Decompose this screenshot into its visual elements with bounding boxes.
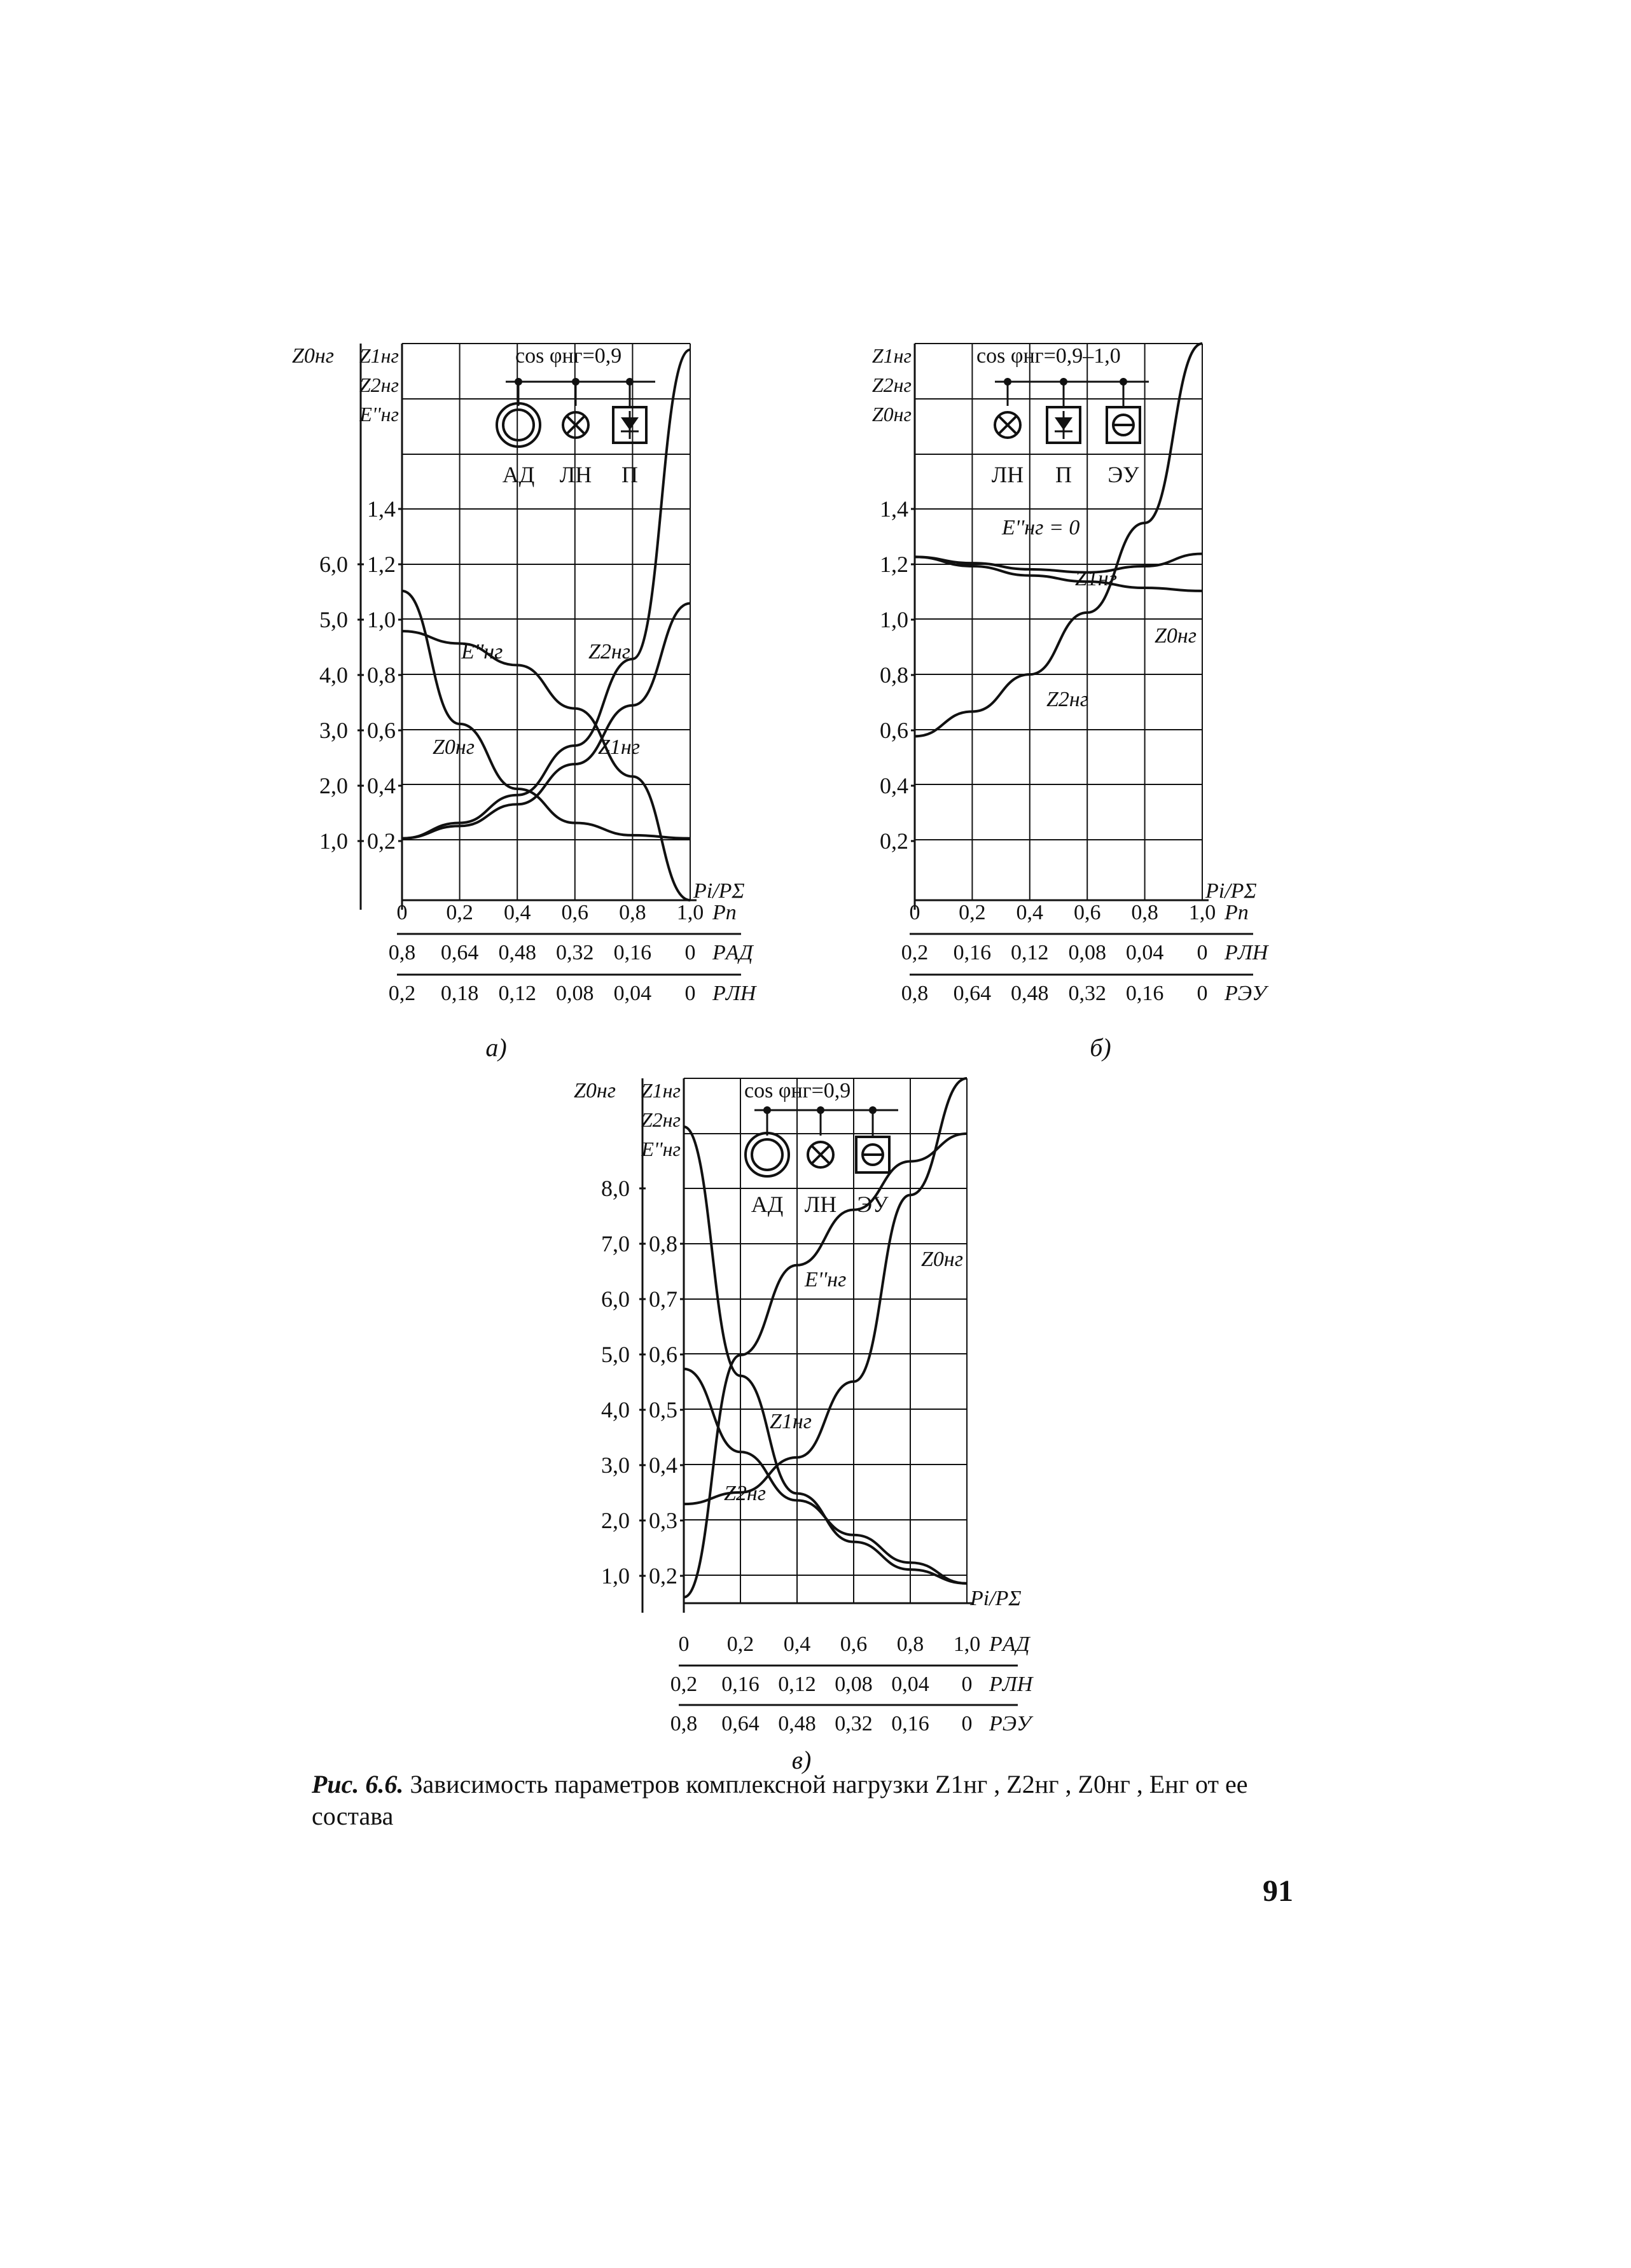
y-tick-label-outer: 7,0 bbox=[601, 1231, 630, 1256]
x-tick-label: 0,2 bbox=[446, 901, 473, 924]
y-tick-label-outer: 6,0 bbox=[319, 552, 348, 577]
y-tick-label-inner: 0,5 bbox=[649, 1397, 677, 1423]
curve-label-z0: Z0нг bbox=[433, 735, 475, 759]
x-tick-label: 0,16 bbox=[953, 941, 992, 964]
x-tick-label: 0,16 bbox=[1125, 982, 1164, 1005]
y-tick-label-inner: 0,2 bbox=[367, 828, 396, 854]
x-tick-label: 0,8 bbox=[901, 982, 929, 1005]
y-tick-label-inner: 0,3 bbox=[649, 1508, 677, 1533]
y-tick-label-outer: 2,0 bbox=[601, 1508, 630, 1533]
x-tick-label: 0 bbox=[678, 1632, 690, 1656]
y-tick-label-inner: 0,6 bbox=[880, 718, 908, 743]
x-tick-label: 0,8 bbox=[670, 1712, 698, 1736]
axis-label-stack: E''нг bbox=[641, 1137, 681, 1160]
icon-label: П bbox=[1055, 462, 1072, 487]
x-tick-label: 0,2 bbox=[670, 1673, 698, 1696]
x-tick-label: 0 bbox=[684, 941, 696, 964]
y-tick-label-inner: 0,2 bbox=[880, 828, 908, 854]
curve-label-e: E''нг bbox=[461, 640, 503, 664]
caption-prefix: Рис. 6.6. bbox=[312, 1770, 404, 1798]
y-tick-label-inner: 1,4 bbox=[367, 496, 396, 522]
x-tick-label: 0,08 bbox=[1068, 941, 1106, 964]
y-tick-label-outer: 1,0 bbox=[601, 1563, 630, 1589]
y-tick-label-inner: 1,2 bbox=[367, 552, 396, 577]
x-tick-label: 0,8 bbox=[1131, 901, 1158, 924]
x-tick-label: 0,12 bbox=[1011, 941, 1049, 964]
motor-inner-ring bbox=[503, 410, 534, 440]
y-tick-label-outer: 4,0 bbox=[319, 662, 348, 688]
y-tick-label-inner: 0,6 bbox=[367, 718, 396, 743]
x-tick-label: 0,12 bbox=[498, 982, 536, 1005]
y-tick-label-inner: 0,4 bbox=[367, 773, 396, 798]
x-tick-label: 1,0 bbox=[953, 1632, 981, 1656]
axis-label-stack: Z2нг bbox=[871, 373, 912, 396]
bus-node bbox=[515, 378, 522, 386]
x-row-label: PЛН bbox=[1225, 941, 1268, 964]
figure-caption bbox=[312, 1769, 1291, 1832]
cos-phi-label: cos φнг=0,9 bbox=[515, 344, 622, 368]
icon-label: ЭУ bbox=[857, 1192, 889, 1217]
y-tick-label-inner: 1,0 bbox=[367, 607, 396, 632]
x-row-label: PЛН bbox=[989, 1673, 1033, 1696]
bus-node bbox=[763, 1106, 771, 1114]
axis-label-stack: Z1нг bbox=[871, 344, 912, 367]
caption-text: Зависимость параметров комплексной нагрузки Z1нг , Z2нг , Z0нг , Eнг от ее состава bbox=[312, 1770, 1248, 1830]
x-tick-label: 0,64 bbox=[440, 941, 479, 964]
x-tick-label: 0,12 bbox=[778, 1673, 816, 1696]
x-tick-label: 0,8 bbox=[896, 1632, 924, 1656]
x-tick-label: 0,2 bbox=[726, 1632, 754, 1656]
x-tick-label: 0,32 bbox=[1068, 982, 1106, 1005]
y-tick-label-inner: 1,0 bbox=[880, 607, 908, 632]
x-tick-label: 0,2 bbox=[901, 941, 929, 964]
note-e-zero: E''нг = 0 bbox=[1002, 516, 1080, 539]
y-tick-label-outer: 5,0 bbox=[319, 607, 348, 632]
x-tick-label: 0,6 bbox=[561, 901, 589, 924]
icon-label: ЛН bbox=[559, 462, 592, 487]
y-tick-label-inner: 1,2 bbox=[880, 552, 908, 577]
x-tick-label: 0 bbox=[961, 1712, 973, 1736]
x-tick-label: 0,48 bbox=[498, 941, 536, 964]
icon-label: АД bbox=[502, 462, 535, 487]
x-tick-label: 0,6 bbox=[1073, 901, 1101, 924]
curve-label-z1: Z1нг bbox=[598, 735, 641, 759]
x-tick-label: 0,16 bbox=[721, 1673, 760, 1696]
x-tick-label: 0,04 bbox=[613, 982, 652, 1005]
series-line-1 bbox=[402, 631, 690, 900]
ratio-label: Pi/PΣ bbox=[693, 879, 745, 903]
x-tick-label: 0,32 bbox=[556, 941, 594, 964]
x-tick-label: 1,0 bbox=[676, 901, 704, 924]
x-tick-label: 0,6 bbox=[840, 1632, 868, 1656]
x-tick-label: 1,0 bbox=[1188, 901, 1216, 924]
panel-label: а) bbox=[485, 1033, 507, 1062]
bus-node bbox=[626, 378, 634, 386]
series-line-1 bbox=[915, 554, 1202, 573]
x-tick-label: 0,04 bbox=[1125, 941, 1164, 964]
axis-label-stack: Z2нг bbox=[359, 373, 399, 396]
y-tick-label-inner: 0,2 bbox=[649, 1563, 677, 1589]
icon-label: П bbox=[621, 462, 638, 487]
x-tick-label: 0,64 bbox=[721, 1712, 760, 1736]
bus-node bbox=[572, 378, 580, 386]
panel-label: в) bbox=[791, 1746, 812, 1774]
bus-node bbox=[1060, 378, 1067, 386]
x-tick-label: 0,64 bbox=[953, 982, 992, 1005]
series-line-3 bbox=[402, 603, 690, 838]
x-tick-label: 0,4 bbox=[783, 1632, 811, 1656]
cos-phi-label: cos φнг=0,9–1,0 bbox=[976, 344, 1121, 368]
x-row-label: PЭУ bbox=[1225, 982, 1267, 1005]
x-tick-label: 0 bbox=[1197, 941, 1208, 964]
x-row-label: Pп bbox=[1225, 901, 1249, 924]
x-row-label: PЭУ bbox=[989, 1712, 1031, 1736]
curve-label-z0: Z0нг bbox=[921, 1248, 964, 1271]
y-tick-label-inner: 0,4 bbox=[649, 1452, 677, 1478]
ratio-label: Pi/PΣ bbox=[970, 1587, 1022, 1610]
x-tick-label: 0 bbox=[684, 982, 696, 1005]
x-tick-label: 0,16 bbox=[891, 1712, 929, 1736]
curve-label-z1: Z1нг bbox=[770, 1410, 812, 1433]
axis-label-stack: Z1нг bbox=[641, 1079, 681, 1102]
panel-label: б) bbox=[1090, 1033, 1111, 1062]
axis-label-stack: Z0нг bbox=[871, 403, 912, 426]
x-tick-label: 0,08 bbox=[835, 1673, 873, 1696]
y-tick-label-outer: 1,0 bbox=[319, 828, 348, 854]
y-tick-label-inner: 0,4 bbox=[880, 773, 908, 798]
x-row-label: PЛН bbox=[712, 982, 756, 1005]
x-tick-label: 0,8 bbox=[619, 901, 646, 924]
y-tick-label-inner: 0,7 bbox=[649, 1286, 677, 1312]
series-line-4 bbox=[684, 1369, 967, 1583]
curve-label-z0: Z0нг bbox=[1155, 624, 1197, 648]
ratio-label: Pi/PΣ bbox=[1205, 879, 1257, 903]
x-tick-label: 0,16 bbox=[613, 941, 652, 964]
y-tick-label-outer: 5,0 bbox=[601, 1342, 630, 1367]
curve-label-e: E''нг bbox=[805, 1268, 847, 1291]
motor-inner-ring bbox=[752, 1139, 782, 1170]
x-tick-label: 0 bbox=[961, 1673, 973, 1696]
bus-node bbox=[1004, 378, 1011, 386]
x-row-label: PАД bbox=[712, 941, 753, 964]
x-tick-label: 0,04 bbox=[891, 1673, 929, 1696]
y-tick-label-outer: 4,0 bbox=[601, 1397, 630, 1423]
axis-label-stack: Z1нг bbox=[359, 344, 399, 367]
x-tick-label: 0,08 bbox=[556, 982, 594, 1005]
x-tick-label: 0,2 bbox=[959, 901, 986, 924]
y-tick-label-inner: 0,8 bbox=[367, 662, 396, 688]
y-tick-label-inner: 0,8 bbox=[649, 1231, 677, 1256]
icon-label: ЛН bbox=[804, 1192, 837, 1217]
y-tick-label-inner: 0,8 bbox=[880, 662, 908, 688]
y-tick-label-outer: 3,0 bbox=[601, 1452, 630, 1478]
x-tick-label: 0,2 bbox=[388, 982, 416, 1005]
left-axis-label: Z0нг bbox=[291, 344, 335, 368]
icon-label: АД bbox=[751, 1192, 784, 1217]
curve-label-z2: Z2нг bbox=[724, 1482, 767, 1505]
x-tick-label: 0,48 bbox=[1011, 982, 1049, 1005]
icon-label: ЭУ bbox=[1107, 462, 1139, 487]
curve-label-z2: Z2нг bbox=[588, 640, 631, 664]
y-tick-label-outer: 2,0 bbox=[319, 773, 348, 798]
axis-label-stack: Z2нг bbox=[641, 1108, 681, 1131]
x-row-label: PАД bbox=[989, 1632, 1030, 1656]
page-number: 91 bbox=[1263, 1874, 1293, 1908]
x-tick-label: 0 bbox=[396, 901, 408, 924]
y-tick-label-outer: 8,0 bbox=[601, 1176, 630, 1201]
x-row-label: Pп bbox=[712, 901, 737, 924]
curve-label-z2: Z2нг bbox=[1046, 688, 1089, 711]
bus-node bbox=[869, 1106, 877, 1114]
cos-phi-label: cos φнг=0,9 bbox=[744, 1079, 851, 1103]
curve-label-z1: Z1нг bbox=[1075, 567, 1118, 590]
x-tick-label: 0,4 bbox=[1016, 901, 1044, 924]
x-tick-label: 0,4 bbox=[503, 901, 531, 924]
y-tick-label-outer: 6,0 bbox=[601, 1286, 630, 1312]
icon-label: ЛН bbox=[991, 462, 1024, 487]
x-tick-label: 0,18 bbox=[440, 982, 479, 1005]
x-tick-label: 0 bbox=[909, 901, 920, 924]
x-tick-label: 0,48 bbox=[778, 1712, 816, 1736]
y-tick-label-inner: 1,4 bbox=[880, 496, 908, 522]
x-tick-label: 0 bbox=[1197, 982, 1208, 1005]
x-tick-label: 0,32 bbox=[835, 1712, 873, 1736]
bus-node bbox=[817, 1106, 824, 1114]
left-axis-label: Z0нг bbox=[573, 1079, 616, 1103]
y-tick-label-outer: 3,0 bbox=[319, 718, 348, 743]
series-line-3 bbox=[915, 344, 1202, 736]
y-tick-label-inner: 0,6 bbox=[649, 1342, 677, 1367]
x-tick-label: 0,8 bbox=[388, 941, 416, 964]
bus-node bbox=[1120, 378, 1127, 386]
axis-label-stack: E''нг bbox=[359, 403, 399, 426]
